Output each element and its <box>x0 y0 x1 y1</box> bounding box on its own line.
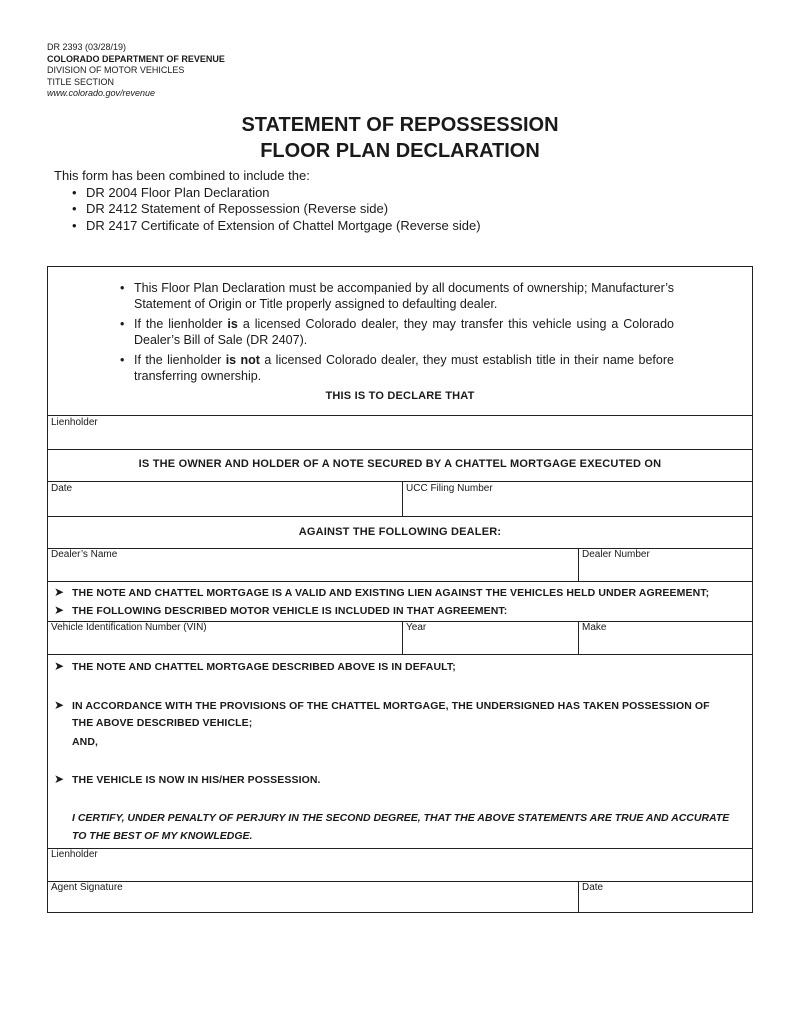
arrow-icon: ➤ <box>54 772 65 786</box>
form-number: DR 2393 (03/28/19) <box>47 42 127 52</box>
date-label: Date <box>51 483 73 494</box>
arrow-icon: ➤ <box>54 698 65 712</box>
statement-valid-lien: ➤ THE NOTE AND CHATTEL MORTGAGE IS A VALID AND EXISTING LIEN AGAINST THE VEHICLES HELD UNDER AGREEMENT; <box>54 585 710 599</box>
signature-date-field[interactable] <box>580 882 751 912</box>
certification-statement: I CERTIFY, UNDER PENALTY OF PERJURY IN THE SECOND DEGREE, THAT THE ABOVE STATEMENTS ARE TRUE AND ACCURATE TO THE BEST OF MY KNOWLEDGE. <box>72 812 730 842</box>
statement-default: ➤ THE NOTE AND CHATTEL MORTGAGE DESCRIBED ABOVE IS IN DEFAULT; <box>54 659 456 673</box>
arrow-icon: ➤ <box>54 603 65 617</box>
intro-list <box>54 185 481 235</box>
intro-item: • DR 2004 Floor Plan Declaration <box>86 185 481 202</box>
dealer-name-label: Dealer’s Name <box>51 549 118 560</box>
arrow-icon: ➤ <box>54 585 65 599</box>
arrow-icon: ➤ <box>54 659 65 673</box>
dealer-number-label: Dealer Number <box>582 549 650 560</box>
signature-date-label: Date <box>582 882 604 893</box>
section-name: TITLE SECTION <box>47 76 115 87</box>
dealer-name-field[interactable] <box>49 549 577 580</box>
make-label: Make <box>582 622 607 633</box>
statement-possession-taken: ➤ IN ACCORDANCE WITH THE PROVISIONS OF THE CHATTEL MORTGAGE, THE UNDERSIGNED HAS TAKEN POSSESSION OF <box>54 698 710 712</box>
lienholder-signature-label: Lienholder <box>51 849 98 860</box>
year-label: Year <box>406 622 427 633</box>
date-field[interactable] <box>49 482 401 515</box>
intro-text: This form has been combined to include the: <box>54 168 310 183</box>
intro-item: • DR 2417 Certificate of Extension of Chattel Mortgage (Reverse side) <box>86 218 481 235</box>
division-name: DIVISION OF MOTOR VEHICLES <box>47 65 185 75</box>
agent-signature-field[interactable] <box>49 882 577 912</box>
declaration-form <box>47 266 753 913</box>
intro <box>54 168 481 234</box>
owner-heading: IS THE OWNER AND HOLDER OF A NOTE SECURED BY A CHATTEL MORTGAGE EXECUTED ON <box>138 458 662 470</box>
instruction-2: • If the lienholder is a licensed Colorado dealer, they may transfer this vehicle using a Colorado Dealer’s Bill of Sale (DR 2407). <box>134 316 674 348</box>
instruction-3: • If the lienholder is not a licensed Colorado dealer, they must establish title in their name before transferring ownership. <box>134 352 674 384</box>
vin-label: Vehicle Identification Number (VIN) <box>51 622 207 633</box>
and-text: AND, <box>72 736 99 748</box>
form-header <box>47 42 225 100</box>
page-title: STATEMENT OF REPOSSESSION <box>241 114 559 136</box>
year-field[interactable] <box>404 622 577 653</box>
instruction-1: • This Floor Plan Declaration must be accompanied by all documents of ownership; Manufacturer’s Statement of Origin or Title properly assigned to defaulting dealer. <box>134 280 674 312</box>
declare-heading: THIS IS TO DECLARE THAT <box>325 390 475 402</box>
vin-field[interactable] <box>49 622 401 653</box>
instructions-list <box>134 280 674 388</box>
ucc-label: UCC Filing Number <box>406 483 493 494</box>
statement-in-possession: ➤ THE VEHICLE IS NOW IN HIS/HER POSSESSION. <box>54 772 321 786</box>
page-subtitle: FLOOR PLAN DECLARATION <box>260 140 540 162</box>
website-link[interactable]: www.colorado.gov/revenue <box>47 88 156 98</box>
statement-possession-taken-cont: THE ABOVE DESCRIBED VEHICLE; <box>72 717 253 729</box>
intro-item: • DR 2412 Statement of Repossession (Reverse side) <box>86 201 481 218</box>
agent-signature-label: Agent Signature <box>51 882 123 893</box>
against-heading: AGAINST THE FOLLOWING DEALER: <box>298 526 502 538</box>
ucc-filing-field[interactable] <box>404 482 751 515</box>
lienholder-signature-field[interactable] <box>49 849 751 880</box>
dealer-number-field[interactable] <box>580 549 751 580</box>
department-name: COLORADO DEPARTMENT OF REVENUE <box>47 53 225 64</box>
lienholder-label: Lienholder <box>51 417 98 428</box>
lienholder-field[interactable] <box>49 416 751 448</box>
statement-vehicle-included: ➤ THE FOLLOWING DESCRIBED MOTOR VEHICLE IS INCLUDED IN THAT AGREEMENT: <box>54 603 508 617</box>
make-field[interactable] <box>580 622 751 653</box>
